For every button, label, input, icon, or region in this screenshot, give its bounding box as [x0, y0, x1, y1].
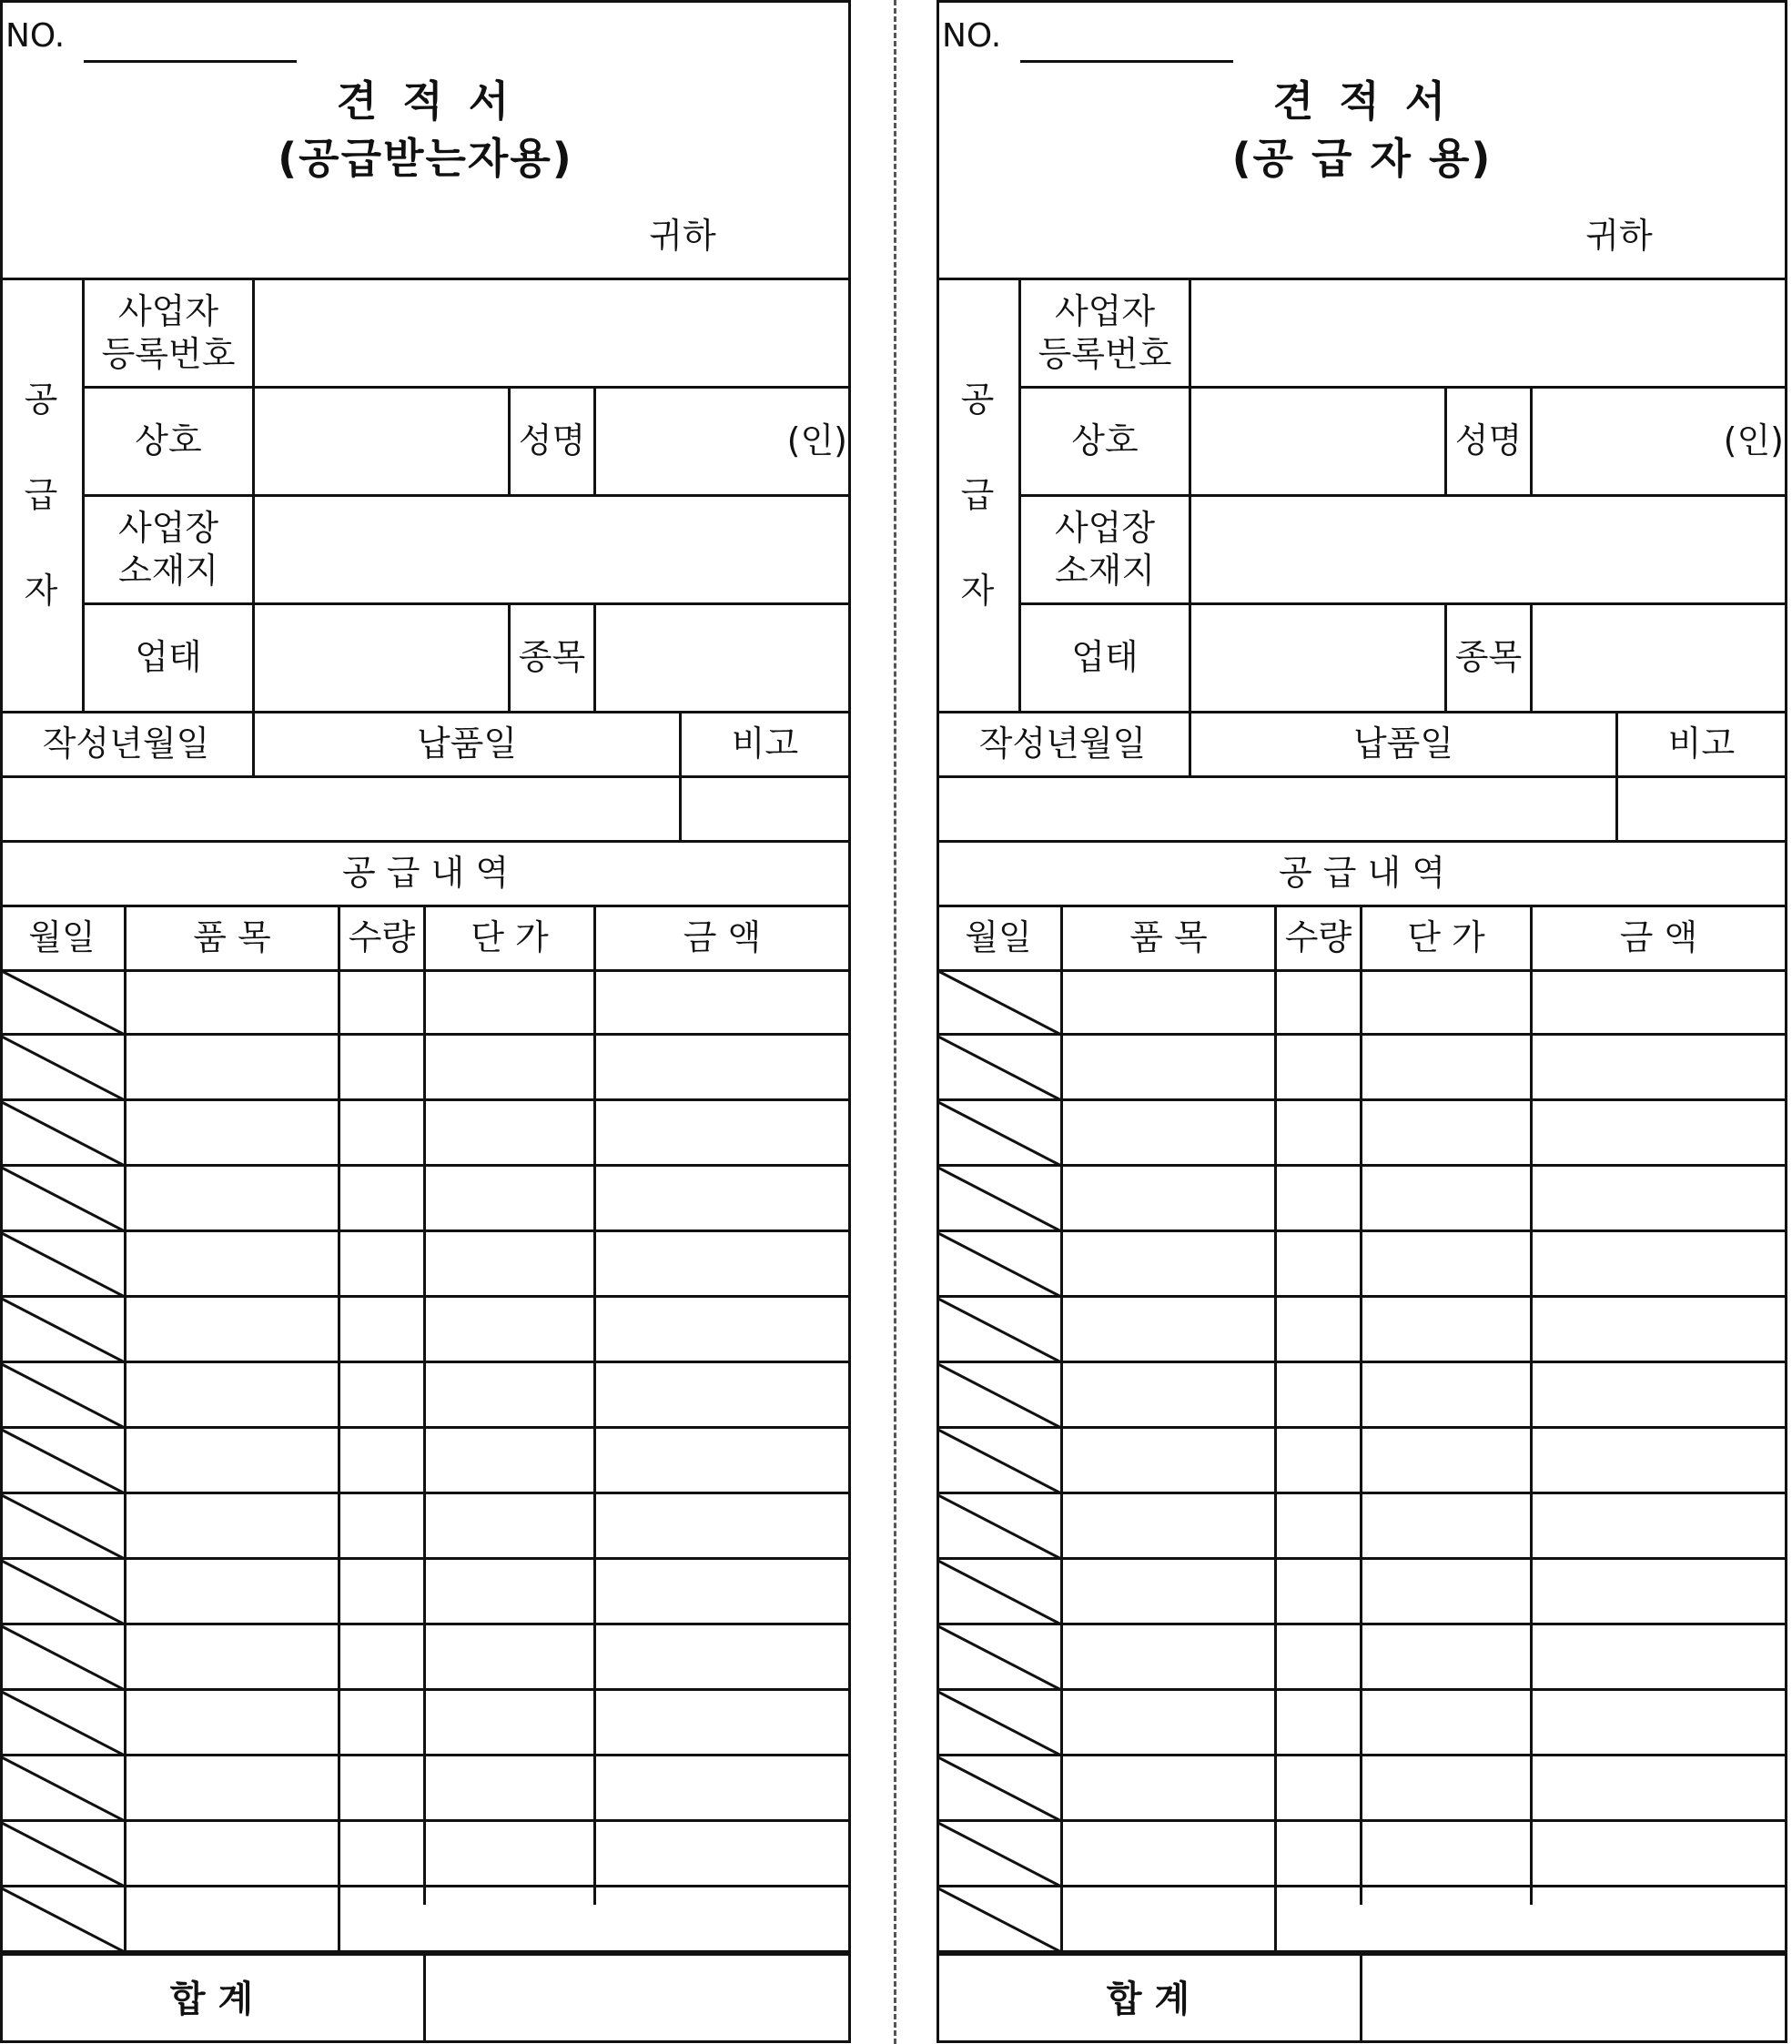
date-cell[interactable]	[3, 1493, 124, 1559]
qty-cell[interactable]	[340, 1821, 423, 1887]
qty-cell[interactable]	[340, 1166, 423, 1231]
honorific-label: 귀하	[649, 216, 716, 257]
qty-cell[interactable]	[1277, 1231, 1360, 1297]
item-cell[interactable]	[127, 1756, 338, 1821]
date-cell[interactable]	[3, 1297, 124, 1362]
qty-cell[interactable]	[1277, 1166, 1360, 1231]
total-label: 합 계	[169, 1978, 254, 2020]
unit-price-cell[interactable]	[1362, 969, 1530, 1035]
qty-cell[interactable]	[340, 1362, 423, 1428]
date-cell[interactable]	[3, 1035, 124, 1100]
seal-label: (인)	[786, 420, 847, 461]
item-cell[interactable]	[127, 969, 338, 1035]
document-title: 견 적 서	[1272, 76, 1452, 126]
date-cell[interactable]	[3, 1690, 124, 1756]
delivery-date-label: 납품일	[416, 723, 518, 764]
table-row	[0, 1231, 851, 1297]
table-row	[936, 1428, 1787, 1493]
amount-cell[interactable]	[1533, 1559, 1785, 1624]
table-row	[936, 1559, 1787, 1624]
business-type-label: 업태	[1071, 637, 1139, 678]
date-cell[interactable]	[3, 1821, 124, 1887]
unit-price-cell[interactable]	[1362, 1756, 1530, 1821]
table-row	[936, 1297, 1787, 1362]
amount-cell[interactable]	[1533, 1428, 1785, 1493]
unit-price-cell[interactable]	[426, 1624, 593, 1690]
name-label: 성명	[518, 420, 586, 461]
unit-price-cell[interactable]	[426, 1690, 593, 1756]
qty-cell[interactable]	[340, 1690, 423, 1756]
item-cell[interactable]	[1063, 1624, 1274, 1690]
item-cell[interactable]	[127, 1297, 338, 1362]
unit-price-cell[interactable]	[426, 1493, 593, 1559]
table-row	[936, 1100, 1787, 1166]
amount-cell[interactable]	[1533, 1887, 1785, 1952]
item-cell[interactable]	[127, 1690, 338, 1756]
item-cell[interactable]	[127, 1559, 338, 1624]
supplier-label-char-2: 급	[24, 475, 58, 516]
table-row	[0, 1756, 851, 1821]
table-row	[936, 1756, 1787, 1821]
amount-cell[interactable]	[596, 1756, 848, 1821]
qty-cell[interactable]	[1277, 1821, 1360, 1887]
date-cell[interactable]	[3, 1100, 124, 1166]
business-item-field[interactable]	[1533, 605, 1785, 711]
name-label: 성명	[1454, 420, 1523, 461]
table-row	[0, 969, 851, 1035]
amount-cell[interactable]	[1533, 1297, 1785, 1362]
supplier-label-char-1: 공	[24, 379, 58, 420]
business-type-field[interactable]	[255, 605, 508, 711]
qty-cell[interactable]	[340, 1231, 423, 1297]
qty-cell[interactable]	[340, 1428, 423, 1493]
written-date-field[interactable]	[3, 778, 252, 840]
row-divider	[936, 1950, 1787, 1953]
amount-cell[interactable]	[1533, 1821, 1785, 1887]
table-row	[936, 1821, 1787, 1887]
amount-cell[interactable]	[596, 1559, 848, 1624]
table-row	[936, 969, 1787, 1035]
amount-cell[interactable]	[1533, 1231, 1785, 1297]
delivery-date-field[interactable]	[255, 778, 679, 840]
cut-line	[894, 0, 896, 2044]
unit-price-cell[interactable]	[426, 1559, 593, 1624]
quote-form-supplier-copy	[936, 0, 1787, 2043]
amount-cell[interactable]	[596, 1166, 848, 1231]
qty-cell[interactable]	[340, 969, 423, 1035]
company-label: 상호	[135, 420, 202, 461]
address-field[interactable]	[1191, 497, 1785, 602]
unit-price-cell[interactable]	[426, 1100, 593, 1166]
table-row	[0, 1035, 851, 1100]
seal-label: (인)	[1723, 420, 1784, 461]
unit-price-cell[interactable]	[1362, 1559, 1530, 1624]
business-number-field[interactable]	[255, 280, 848, 386]
date-cell[interactable]	[939, 1887, 1060, 1952]
remarks-label: 비고	[731, 723, 799, 764]
unit-price-cell[interactable]	[1362, 1624, 1530, 1690]
qty-cell[interactable]	[1277, 969, 1360, 1035]
item-cell[interactable]	[1063, 1428, 1274, 1493]
table-row	[936, 1624, 1787, 1690]
row-divider	[0, 1950, 851, 1953]
address-label: 사업장 소재지	[117, 507, 219, 591]
item-cell[interactable]	[1063, 1756, 1274, 1821]
amount-cell[interactable]	[1533, 1624, 1785, 1690]
amount-cell[interactable]	[1533, 969, 1785, 1035]
qty-cell[interactable]	[340, 1756, 423, 1821]
table-row	[0, 1559, 851, 1624]
item-cell[interactable]	[1063, 969, 1274, 1035]
item-cell[interactable]	[1063, 1559, 1274, 1624]
company-field[interactable]	[255, 389, 508, 494]
written-date-label: 작성년월일	[42, 723, 210, 764]
no-label: NO.	[5, 16, 66, 55]
table-row	[0, 1428, 851, 1493]
written-date-label: 작성년월일	[978, 723, 1147, 764]
table-row	[0, 1100, 851, 1166]
table-row	[0, 1362, 851, 1428]
amount-cell[interactable]	[596, 969, 848, 1035]
table-row	[936, 1362, 1787, 1428]
item-cell[interactable]	[127, 1428, 338, 1493]
date-cell[interactable]	[3, 1231, 124, 1297]
qty-cell[interactable]	[340, 1297, 423, 1362]
total-amount-field[interactable]	[426, 1956, 848, 2040]
supplier-label-char-1: 공	[960, 379, 995, 420]
item-cell[interactable]	[127, 1362, 338, 1428]
date-cell[interactable]	[3, 1624, 124, 1690]
item-cell[interactable]	[127, 1887, 338, 1952]
item-cell[interactable]	[127, 1035, 338, 1100]
unit-price-cell[interactable]	[426, 1428, 593, 1493]
amount-cell[interactable]	[596, 1624, 848, 1690]
business-number-field[interactable]	[1191, 280, 1785, 386]
unit-price-cell[interactable]	[1362, 1035, 1530, 1100]
unit-price-cell[interactable]	[426, 1297, 593, 1362]
business-item-label: 종목	[1454, 637, 1523, 678]
qty-cell[interactable]	[340, 1559, 423, 1624]
date-cell[interactable]	[939, 1756, 1060, 1821]
unit-price-cell[interactable]	[1362, 1231, 1530, 1297]
date-cell[interactable]	[939, 1100, 1060, 1166]
amount-cell[interactable]	[596, 1231, 848, 1297]
date-cell[interactable]	[3, 1559, 124, 1624]
company-label: 상호	[1071, 420, 1139, 461]
unit-price-cell[interactable]	[426, 1231, 593, 1297]
table-row	[0, 1690, 851, 1756]
unit-price-cell[interactable]	[1362, 1428, 1530, 1493]
date-cell[interactable]	[939, 969, 1060, 1035]
unit-price-cell[interactable]	[1362, 1297, 1530, 1362]
table-row	[0, 1624, 851, 1690]
amount-cell[interactable]	[596, 1690, 848, 1756]
unit-price-cell[interactable]	[1362, 1821, 1530, 1887]
col-header-item: 품 목	[1129, 917, 1208, 958]
remarks-field[interactable]	[682, 778, 848, 840]
business-number-label: 사업자 등록번호	[101, 290, 236, 374]
table-row	[0, 1821, 851, 1887]
col-header-qty: 수량	[348, 917, 416, 958]
col-header-qty: 수량	[1284, 917, 1352, 958]
company-field[interactable]	[1191, 389, 1444, 494]
date-cell[interactable]	[939, 1821, 1060, 1887]
qty-cell[interactable]	[340, 1035, 423, 1100]
item-cell[interactable]	[1063, 1100, 1274, 1166]
item-cell[interactable]	[127, 1166, 338, 1231]
unit-price-cell[interactable]	[426, 1756, 593, 1821]
amount-cell[interactable]	[596, 1493, 848, 1559]
item-cell[interactable]	[1063, 1362, 1274, 1428]
qty-cell[interactable]	[1277, 1493, 1360, 1559]
amount-cell[interactable]	[1533, 1362, 1785, 1428]
unit-price-cell[interactable]	[1362, 1166, 1530, 1231]
col-header-unit-price: 단 가	[471, 917, 549, 958]
amount-cell[interactable]	[596, 1035, 848, 1100]
qty-cell[interactable]	[340, 1100, 423, 1166]
business-item-field[interactable]	[596, 605, 848, 711]
item-cell[interactable]	[127, 1231, 338, 1297]
amount-cell[interactable]	[596, 1821, 848, 1887]
table-row	[0, 1493, 851, 1559]
no-field[interactable]	[84, 60, 297, 63]
date-cell[interactable]	[939, 1624, 1060, 1690]
qty-cell[interactable]	[1277, 1756, 1360, 1821]
document-subtitle: (공급받는자용)	[278, 134, 573, 184]
qty-cell[interactable]	[1277, 1362, 1360, 1428]
remarks-field[interactable]	[1618, 778, 1785, 840]
unit-price-cell[interactable]	[1362, 1690, 1530, 1756]
col-header-amount: 금 액	[683, 917, 762, 958]
name-field[interactable]	[596, 389, 778, 494]
col-header-date: 월일	[28, 917, 96, 958]
item-cell[interactable]	[1063, 1231, 1274, 1297]
unit-price-cell[interactable]	[426, 969, 593, 1035]
date-cell[interactable]	[3, 1362, 124, 1428]
supply-details-title: 공 급 내 역	[1278, 853, 1446, 894]
date-cell[interactable]	[939, 1559, 1060, 1624]
name-field[interactable]	[1533, 389, 1715, 494]
item-cell[interactable]	[1063, 1821, 1274, 1887]
date-cell[interactable]	[939, 1428, 1060, 1493]
amount-cell[interactable]	[1533, 1690, 1785, 1756]
address-field[interactable]	[255, 497, 848, 602]
qty-cell[interactable]	[1277, 1100, 1360, 1166]
table-row	[936, 1166, 1787, 1231]
amount-cell[interactable]	[596, 1428, 848, 1493]
delivery-date-label: 납품일	[1352, 723, 1454, 764]
amount-cell[interactable]	[596, 1297, 848, 1362]
qty-cell[interactable]	[1277, 1887, 1360, 1952]
address-label: 사업장 소재지	[1054, 507, 1156, 591]
date-cell[interactable]	[939, 1362, 1060, 1428]
item-cell[interactable]	[1063, 1493, 1274, 1559]
qty-cell[interactable]	[1277, 1624, 1360, 1690]
date-cell[interactable]	[3, 1428, 124, 1493]
qty-cell[interactable]	[340, 1493, 423, 1559]
col-header-unit-price: 단 가	[1407, 917, 1485, 958]
unit-price-cell[interactable]	[426, 1887, 593, 1952]
qty-cell[interactable]	[1277, 1690, 1360, 1756]
unit-price-cell[interactable]	[426, 1035, 593, 1100]
date-cell[interactable]	[939, 1231, 1060, 1297]
col-header-amount: 금 액	[1619, 917, 1698, 958]
table-row	[936, 1231, 1787, 1297]
quote-form-recipient-copy	[0, 0, 851, 2043]
date-cell[interactable]	[3, 1887, 124, 1952]
delivery-date-field[interactable]	[1191, 778, 1615, 840]
item-cell[interactable]	[1063, 1887, 1274, 1952]
document-title: 견 적 서	[336, 76, 515, 126]
amount-cell[interactable]	[1533, 1756, 1785, 1821]
table-row	[0, 1887, 851, 1952]
amount-cell[interactable]	[596, 1100, 848, 1166]
item-cell[interactable]	[127, 1100, 338, 1166]
unit-price-cell[interactable]	[1362, 1493, 1530, 1559]
table-row	[936, 1690, 1787, 1756]
no-field[interactable]	[1020, 60, 1233, 63]
item-cell[interactable]	[127, 1493, 338, 1559]
date-cell[interactable]	[3, 969, 124, 1035]
business-number-label: 사업자 등록번호	[1038, 290, 1172, 374]
unit-price-cell[interactable]	[1362, 1362, 1530, 1428]
date-cell[interactable]	[3, 1166, 124, 1231]
business-item-label: 종목	[518, 637, 586, 678]
date-cell[interactable]	[939, 1297, 1060, 1362]
item-cell[interactable]	[127, 1821, 338, 1887]
table-row	[936, 1887, 1787, 1952]
amount-cell[interactable]	[1533, 1100, 1785, 1166]
qty-cell[interactable]	[340, 1624, 423, 1690]
amount-cell[interactable]	[1533, 1493, 1785, 1559]
total-label: 합 계	[1106, 1978, 1190, 2020]
remarks-label: 비고	[1667, 723, 1736, 764]
unit-price-cell[interactable]	[426, 1166, 593, 1231]
unit-price-cell[interactable]	[1362, 1887, 1530, 1952]
qty-cell[interactable]	[1277, 1297, 1360, 1362]
date-cell[interactable]	[939, 1166, 1060, 1231]
business-type-field[interactable]	[1191, 605, 1444, 711]
item-cell[interactable]	[127, 1624, 338, 1690]
written-date-field[interactable]	[939, 778, 1189, 840]
amount-cell[interactable]	[1533, 1035, 1785, 1100]
amount-cell[interactable]	[596, 1887, 848, 1952]
date-cell[interactable]	[3, 1756, 124, 1821]
supply-details-title: 공 급 내 역	[341, 853, 510, 894]
qty-cell[interactable]	[1277, 1559, 1360, 1624]
item-cell[interactable]	[1063, 1166, 1274, 1231]
item-cell[interactable]	[1063, 1690, 1274, 1756]
supplier-label-char-2: 급	[960, 475, 995, 516]
date-cell[interactable]	[939, 1690, 1060, 1756]
col-header-date: 월일	[965, 917, 1032, 958]
amount-cell[interactable]	[596, 1362, 848, 1428]
amount-cell[interactable]	[1533, 1166, 1785, 1231]
business-type-label: 업태	[135, 637, 202, 678]
qty-cell[interactable]	[340, 1887, 423, 1952]
unit-price-cell[interactable]	[426, 1821, 593, 1887]
table-row	[936, 1035, 1787, 1100]
item-cell[interactable]	[1063, 1035, 1274, 1100]
item-cell[interactable]	[1063, 1297, 1274, 1362]
col-header-item: 품 목	[193, 917, 271, 958]
table-row	[0, 1297, 851, 1362]
date-cell[interactable]	[939, 1035, 1060, 1100]
unit-price-cell[interactable]	[426, 1362, 593, 1428]
supplier-label-char-3: 자	[24, 571, 58, 612]
qty-cell[interactable]	[1277, 1428, 1360, 1493]
total-amount-field[interactable]	[1362, 1956, 1785, 2040]
honorific-label: 귀하	[1585, 216, 1653, 257]
qty-cell[interactable]	[1277, 1035, 1360, 1100]
document-subtitle: (공 급 자 용)	[1231, 134, 1493, 184]
date-cell[interactable]	[939, 1493, 1060, 1559]
table-row	[936, 1493, 1787, 1559]
table-row	[0, 1166, 851, 1231]
supplier-label-char-3: 자	[960, 571, 995, 612]
unit-price-cell[interactable]	[1362, 1100, 1530, 1166]
no-label: NO.	[942, 16, 1002, 55]
